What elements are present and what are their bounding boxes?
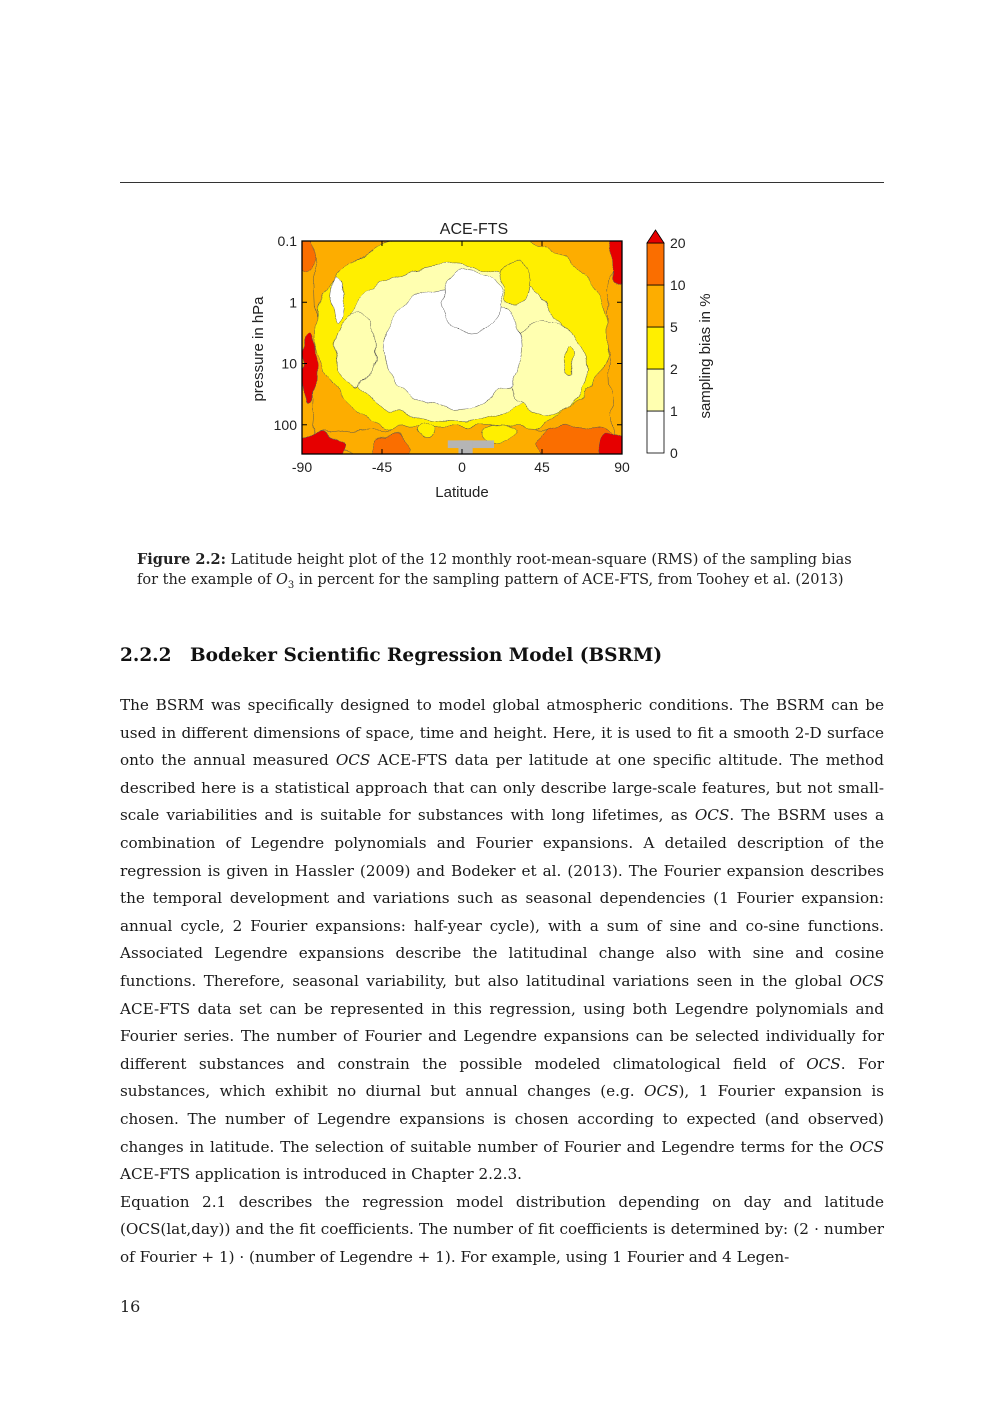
patch-small [500, 259, 530, 307]
page-number: 16 [120, 1297, 141, 1316]
caption-subscript: 3 [287, 579, 295, 591]
region-over-10-south [302, 331, 316, 403]
text-run: . For substances, which exhibit no diurnal but annual changes (e.g. [120, 1054, 885, 1101]
x-tick-label: 90 [614, 459, 630, 475]
colorbar-tick-label: 2 [670, 361, 678, 377]
region-lower-north-pole [598, 434, 628, 462]
region-lower-mid [371, 434, 411, 462]
colorbar-segment [647, 327, 664, 369]
colorbar-segment [647, 285, 664, 327]
paragraph [120, 1189, 884, 1272]
caption-text-1: Latitude height plot of the 12 monthly root-mean-square (RMS) of the sampling bias for the example of [137, 552, 852, 588]
colorbar-segment [647, 369, 664, 411]
y-tick-label: 0.1 [277, 233, 297, 249]
caption-text-2: in percent for the sampling pattern of ACE-FTS, from Toohey et al. (2013) [294, 572, 844, 588]
paragraph [120, 692, 884, 1189]
x-tick-label: 0 [458, 459, 466, 475]
y-tick-label: 10 [281, 355, 297, 372]
colorbar-tick-label: 1 [670, 403, 678, 419]
header-rule [120, 182, 884, 183]
colorbar-label: sampling bias in % [697, 293, 714, 419]
colorbar-tick-label: 10 [670, 277, 686, 293]
region-1-2-percent-south [335, 313, 375, 388]
italic-term: OCS [644, 1082, 679, 1101]
region-10-20-south-top [298, 235, 314, 270]
patch-small [564, 345, 574, 374]
y-tick-label: 100 [273, 416, 297, 433]
region-over-10-north-top [609, 235, 627, 284]
section-title: Bodeker Scientific Regression Model (BSRM) [190, 645, 663, 666]
contour-field [295, 223, 629, 462]
x-tick-label: 45 [534, 459, 550, 475]
text-run: . The BSRM uses a combination of Legendre polynomials and Fourier expansions. A detailed description of the regression is given in Hassler (2009) and Bodeker et al. (2013). The Fourier expansion describes the temporal development and variations such as seasonal dependencies (1 Fourier expansion: annual cycle, 2 Fourier expansions: half-year cycle), with a sum of sine and co-sine functions. Associated Legendre expansions describe the latitudinal change also with sine and cosine functions. Therefore, seasonal variability, but also latitudinal variations seen in the global [120, 806, 884, 990]
italic-term: OCS [335, 751, 371, 770]
colorbar-tick-label: 20 [670, 235, 686, 251]
text-run: ), 1 Fourier expansion is chosen. The number of Legendre expansions is chosen according to expected (and observed) changes in latitude. The selection of suitable number of Fourier and Legendre terms for the [120, 1082, 884, 1156]
colorbar-segment [647, 243, 664, 285]
section-heading [120, 645, 884, 666]
x-tick-label: -90 [291, 459, 313, 475]
region-0-1-percent-top [441, 270, 501, 331]
chart-title: ACE-FTS [439, 221, 509, 238]
italic-term: OCS [806, 1054, 841, 1073]
x-tick-label: -45 [371, 459, 393, 475]
section-number: 2.2.2 [120, 645, 172, 666]
text-run: Equation 2.1 describes the regression model distribution depending on day and latitude (OCS(lat,day)) and the fit coefficients. The number of fit coefficients is determined by: (2 · number of Fourier + 1) · (number of Legendre + 1). For example, using 1 Fourier and 4 Legen- [120, 1192, 884, 1266]
text-run: ACE-FTS data per latitude at one specific altitude. The method described here is a statistical approach that can only describe large-scale features, but not small-scale variabilities and is suitable for substances with long lifetimes, as [120, 751, 885, 825]
italic-term: OCS [849, 971, 884, 990]
caption-label: Figure 2.2: [137, 551, 226, 568]
colorbar [647, 230, 686, 461]
caption-species: O [275, 572, 288, 588]
y-tick-label: 1 [289, 294, 297, 311]
x-axis-label: Latitude [435, 484, 489, 501]
y-axis-label: pressure in hPa [250, 296, 267, 402]
text-run: The BSRM was specifically designed to model global atmospheric conditions. The BSRM can be used in different dimensions of space, time and height. Here, it is used to fit a smooth 2-D surface onto the annual measured [120, 696, 884, 770]
figure-caption [137, 550, 867, 596]
colorbar-tick-label: 0 [670, 445, 678, 461]
colorbar-overflow-triangle [647, 230, 664, 243]
patch-small [332, 278, 344, 321]
body-text [120, 692, 884, 1271]
colorbar-segment [647, 411, 664, 453]
figure-ace-fts [240, 215, 720, 505]
missing-data-stem [458, 440, 472, 454]
text-run: ACE-FTS application is introduced in Chapter 2.2.3. [120, 1165, 522, 1184]
italic-term: OCS [849, 1137, 884, 1156]
text-run: ACE-FTS data set can be represented in this regression, using both Legendre polynomials and Fourier series. The number of Fourier and Legendre expansions can be selected individually for different substances and constrain the possible modeled climatological field of [120, 999, 884, 1073]
patch-small [417, 425, 435, 439]
italic-term: OCS [694, 806, 730, 825]
heatmap-chart [240, 215, 720, 505]
colorbar-tick-label: 5 [670, 319, 678, 335]
